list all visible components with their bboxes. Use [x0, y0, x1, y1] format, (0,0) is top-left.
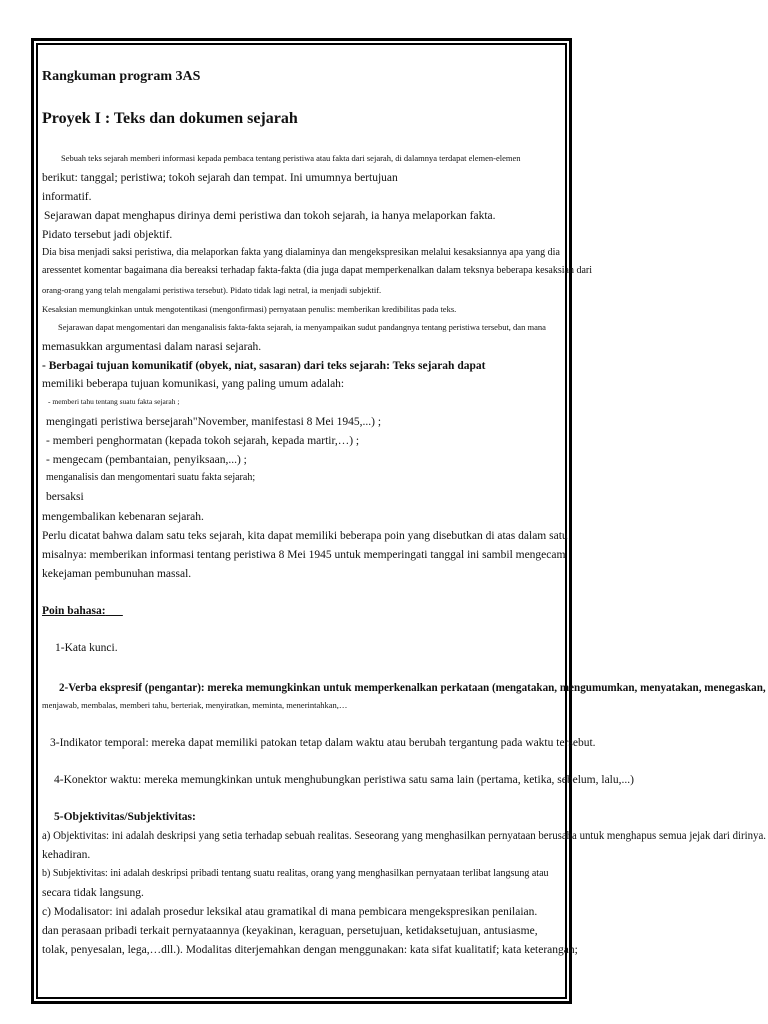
intro-line: aressentet komentar bagaimana dia bereaksi terhadap fakta-fakta (dia juga dapat memperkenalkan dalam teksnya beberapa kesaksian dari	[42, 265, 593, 276]
point-5-line: dan perasaan pribadi terkait pernyataannya (keyakinan, keraguan, persetujuan, ketidaksetujuan, antusiasme,	[42, 925, 538, 937]
goals-heading: - Berbagai tujuan komunikatif (obyek, niat, sasaran) dari teks sejarah: Teks sejarah dapat	[42, 360, 486, 372]
document-subtitle: Proyek I : Teks dan dokumen sejarah	[42, 110, 298, 127]
language-points-heading: Poin bahasa:	[42, 605, 106, 617]
point-3: 3-Indikator temporal: mereka dapat memiliki patokan tetap dalam waktu atau berubah tergantung pada waktu tersebut.	[50, 737, 596, 749]
goal-item: mengembalikan kebenaran sejarah.	[42, 511, 204, 523]
intro-line: Pidato tersebut jadi objektif.	[42, 229, 173, 241]
intro-line: memasukkan argumentasi dalam narasi sejarah.	[42, 341, 262, 353]
point-5-line: a) Objektivitas: ini adalah deskripsi yang setia terhadap sebuah realitas. Seseorang yang menghasilkan pernyataan berusaha untuk menghapus semua jejak dari dirinya.	[42, 830, 766, 842]
point-1: 1-Kata kunci.	[55, 642, 118, 654]
intro-line: informatif.	[42, 191, 92, 203]
goal-item: bersaksi	[46, 491, 84, 503]
intro-line: Sejarawan dapat menghapus dirinya demi peristiwa dan tokoh sejarah, ia hanya melaporkan fakta.	[44, 210, 496, 222]
intro-line: berikut: tanggal; peristiwa; tokoh sejarah dan tempat. Ini umumnya bertujuan	[42, 172, 398, 184]
goal-item: - memberi tahu tentang suatu fakta sejarah ;	[48, 397, 180, 406]
point-5-line: tolak, penyesalan, lega,…dll.). Modalitas diterjemahkan dengan menggunakan: kata sifat kualitatif; kata keterangan;	[42, 944, 578, 956]
goal-item: menganalisis dan mengomentari suatu fakta sejarah;	[46, 472, 256, 483]
note-line: misalnya: memberikan informasi tentang peristiwa 8 Mei 1945 untuk memperingati tanggal ini sambil mengecam	[42, 549, 566, 561]
point-5-line: b) Subjektivitas: ini adalah deskripsi pribadi tentang suatu realitas, orang yang menghasilkan pernyataan terlibat langsung atau	[42, 868, 549, 879]
point-5-line: secara tidak langsung.	[42, 887, 144, 899]
point-2-continuation: menjawab, membalas, memberi tahu, berteriak, menyiratkan, meminta, menerintahkan,…	[42, 700, 348, 710]
point-4: 4-Konektor waktu: mereka memungkinkan untuk menghubungkan peristiwa satu sama lain (pertama, ketika, sebelum, lalu,...)	[54, 774, 634, 786]
intro-line: Sebuah teks sejarah memberi informasi kepada pembaca tentang peristiwa atau fakta dari sejarah, di dalamnya terdapat elemen-elemen	[61, 153, 521, 163]
document-title: Rangkuman program 3AS	[42, 69, 201, 84]
point-5-title: 5-Objektivitas/Subjektivitas:	[54, 811, 196, 823]
goal-item: mengingati peristiwa bersejarah"November, manifestasi 8 Mei 1945,...) ;	[46, 416, 382, 428]
goal-item: - memberi penghormatan (kepada tokoh sejarah, kepada martir,…) ;	[46, 435, 360, 447]
point-5-line: kehadiran.	[42, 849, 91, 861]
intro-line: orang-orang yang telah mengalami peristiwa tersebut). Pidato tidak lagi netral, ia menjadi subjektif.	[42, 285, 382, 295]
intro-line: Sejarawan dapat mengomentari dan menganalisis fakta-fakta sejarah, ia menyampaikan sudut pandangnya tentang peristiwa tersebut, dan mana	[58, 322, 546, 332]
goals-intro: memiliki beberapa tujuan komunikasi, yang paling umum adalah:	[42, 378, 345, 390]
intro-line: Kesaksian memungkinkan untuk mengotentikasi (mengonfirmasi) pernyataan penulis: memberikan kredibilitas pada teks.	[42, 304, 457, 314]
intro-line: Dia bisa menjadi saksi peristiwa, dia melaporkan fakta yang dialaminya dan mengekspresikan melalui kesaksiannya apa yang dia	[42, 247, 560, 258]
point-2-title: 2-Verba ekspresif (pengantar): mereka memungkinkan untuk memperkenalkan perkataan (mengatakan, mengumumkan, menyatakan, menegaskan,	[59, 682, 766, 694]
note-line: Perlu dicatat bahwa dalam satu teks sejarah, kita dapat memiliki beberapa poin yang disebutkan di atas dalam satu	[42, 530, 568, 542]
note-line: kekejaman pembunuhan massal.	[42, 568, 192, 580]
point-5-line: c) Modalisator: ini adalah prosedur leksikal atau gramatikal di mana pembicara mengekspresikan penilaian.	[42, 906, 538, 918]
goal-item: - mengecam (pembantaian, penyiksaan,...) ;	[46, 454, 247, 466]
